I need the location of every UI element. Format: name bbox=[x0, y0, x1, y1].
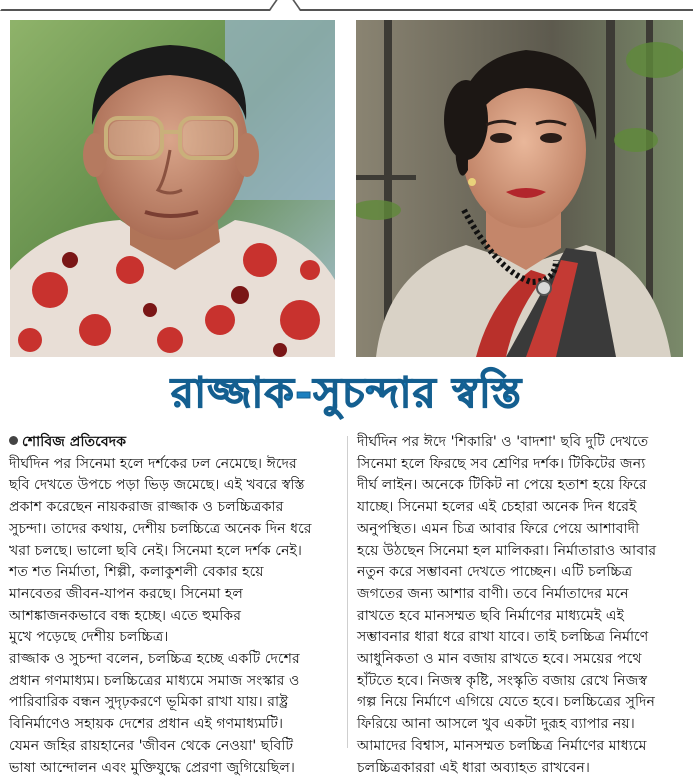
byline-text: শোবিজ প্রতিবেদক bbox=[22, 434, 127, 450]
body-line: গল্প নিয়ে নির্মাণে এগিয়ে যেতে হবে। চলচ্চিত্রের সুদিন bbox=[357, 694, 655, 711]
body-line: দীর্ঘদিন পর ঈদে 'শিকারি' ও 'বাদশা' ছবি দুটি দেখতে bbox=[357, 434, 649, 450]
frame-left-segment bbox=[0, 0, 278, 11]
bullet-icon bbox=[9, 436, 18, 445]
body-line: অনুপস্থিত। এমন চিত্র আবার ফিরে পেয়ে আশাবাদী bbox=[357, 520, 640, 537]
body-line: রাখতে হবে মানসম্মত ছবি নির্মাণের মাধ্যমেই এই bbox=[357, 607, 625, 624]
body-line: দীর্ঘদিন পর সিনেমা হলে দর্শকের ঢল নেমেছে। ঈদের bbox=[9, 455, 297, 472]
body-line: দীর্ঘ লাইন। অনেকে টিকিট না পেয়ে হতাশ হয়ে ফিরে bbox=[357, 477, 647, 494]
body-line: মানবেতর জীবন-যাপন করছে। সিনেমা হল bbox=[9, 585, 243, 602]
body-line: পারিবারিক বন্ধন সুদৃঢ়করণে ভূমিকা রাখা যায়। রাষ্ট্র bbox=[9, 694, 289, 711]
body-line: যেমন জহির রায়হানের 'জীবন থেকে নেওয়া' ছবিটি bbox=[9, 737, 294, 754]
photo-razzak-illustration bbox=[10, 20, 335, 357]
body-line: প্রধান গণমাধ্যম। চলচ্চিত্রের মাধ্যমে সমাজ সংস্কার ও bbox=[9, 672, 300, 689]
body-line: নতুন করে সম্ভাবনা দেখতে পাচ্ছেন। এটি চলচ্চিত্র bbox=[357, 564, 633, 581]
body-line: আশঙ্কাজনকভাবে বন্ধ হচ্ছে। এতে হুমকির bbox=[9, 607, 241, 624]
top-frame-border bbox=[0, 0, 693, 12]
body-line: ভাষা আন্দোলন এবং মুক্তিযুদ্ধে প্রেরণা জুগিয়েছিল। bbox=[9, 759, 296, 776]
body-line: চলচ্চিত্রকাররা এই ধারা অব্যাহত রাখবেন। bbox=[357, 759, 590, 776]
column-divider bbox=[347, 436, 348, 748]
body-line: শত শত নির্মাতা, শিল্পী, কলাকুশলী বেকার হয়ে bbox=[9, 564, 264, 581]
photo-suchanda-illustration bbox=[356, 20, 683, 357]
body-line: মুখে পড়েছে দেশীয় চলচ্চিত্র। bbox=[9, 629, 169, 646]
body-line: ফিরিয়ে আনা আসলে খুব একটা দুরূহ ব্যাপার নয়। bbox=[357, 716, 635, 733]
body-line: সিনেমা হলে ফিরছে সব শ্রেণির দর্শক। টিকিটের জন্য bbox=[357, 455, 646, 472]
body-line: বিনির্মাণেও সহায়ক দেশের প্রধান এই গণমাধ্যমটি। bbox=[9, 716, 284, 733]
body-line: আধুনিকতা ও মান বজায় রাখতে হবে। সময়ের পথে bbox=[357, 651, 642, 668]
article-column-left bbox=[9, 432, 340, 779]
article-headline: রাজ্জাক-সুচন্দার স্বস্তি bbox=[170, 368, 523, 417]
body-line: জগতের জন্য আশার বাণী। তবে নির্মাতাদের মনে bbox=[357, 585, 629, 602]
frame-right-segment bbox=[292, 0, 693, 11]
body-line: আমাদের বিশ্বাস, মানসম্মত চলচ্চিত্র নির্মাণের মাধ্যমে bbox=[357, 737, 647, 754]
body-line: হাঁটতে হবে। নিজস্ব কৃষ্টি, সংস্কৃতি বজায় রেখে নিজস্ব bbox=[357, 672, 648, 689]
body-line: রাজ্জাক ও সুচন্দা বলেন, চলচ্চিত্র হচ্ছে একটি দেশের bbox=[9, 651, 300, 668]
body-line: খরা চলছে। ভালো ছবি নেই। সিনেমা হলে দর্শক নেই। bbox=[9, 542, 302, 559]
body-line: ছবি দেখতে উপচে পড়া ভিড় জমেছে। এই খবরে স্বস্তি bbox=[9, 477, 305, 494]
body-line: প্রকাশ করেছেন নায়করাজ রাজ্জাক ও চলচ্চিত্রকার bbox=[9, 499, 284, 516]
photo-razzak bbox=[10, 20, 335, 357]
body-line: যাচ্ছে। সিনেমা হলের এই চেহারা অনেক দিন ধরেই bbox=[357, 499, 637, 516]
article-column-right bbox=[357, 432, 685, 779]
body-line: সম্ভাবনার ধারা ধরে রাখা যাবে। তাই চলচ্চিত্র নির্মাণে bbox=[357, 629, 649, 646]
photo-suchanda bbox=[356, 20, 683, 357]
byline bbox=[9, 432, 340, 454]
body-line: সুচন্দা। তাদের কথায়, দেশীয় চলচ্চিত্রে অনেক দিন ধরে bbox=[9, 520, 312, 537]
body-line: হয়ে উঠছেন সিনেমা হল মালিকরা। নির্মাতারাও আবার bbox=[357, 542, 657, 559]
